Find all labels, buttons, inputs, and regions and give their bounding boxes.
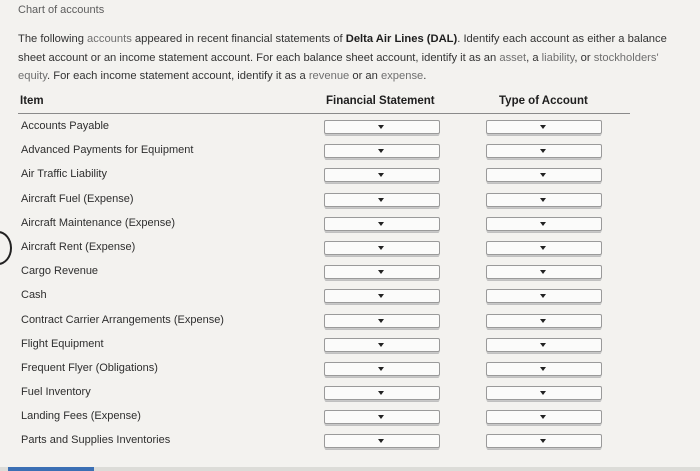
type-of-account-dropdown[interactable] (486, 338, 602, 352)
table-row (0, 162, 700, 186)
financial-statement-dropdown[interactable] (324, 168, 440, 182)
account-name: Accounts Payable (21, 120, 110, 132)
table-row (0, 138, 700, 162)
type-of-account-dropdown[interactable] (486, 265, 602, 279)
bottom-tab-indicator (8, 467, 94, 471)
caret-down-icon (378, 391, 384, 395)
column-header-type-of-account: Type of Account (499, 95, 588, 107)
caret-down-icon (378, 246, 384, 250)
caret-down-icon (540, 246, 546, 250)
table-row (0, 283, 700, 307)
financial-statement-dropdown[interactable] (324, 120, 440, 134)
caret-down-icon (378, 343, 384, 347)
financial-statement-dropdown[interactable] (324, 217, 440, 231)
caret-down-icon (540, 173, 546, 177)
type-of-account-dropdown[interactable] (486, 144, 602, 158)
caret-down-icon (540, 222, 546, 226)
table-row (0, 187, 700, 211)
financial-statement-dropdown[interactable] (324, 144, 440, 158)
account-name: Landing Fees (Expense) (21, 410, 141, 423)
caret-down-icon (540, 125, 546, 129)
caret-down-icon (378, 198, 384, 202)
type-of-account-dropdown[interactable] (486, 314, 602, 328)
caret-down-icon (378, 367, 384, 371)
caret-down-icon (540, 198, 546, 202)
instructions: The following accounts appeared in recent financial statements of Delta Air Lines (DAL). Identify each account as either a balance sheet account or an income statement account. For each balance sheet account, identify it as an asset, a liability, or stockholders' equity. For each income statement account, identify it as a revenue or an expense. (18, 33, 667, 82)
caret-down-icon (378, 173, 384, 177)
table-row (0, 380, 700, 404)
caret-down-icon (540, 294, 546, 298)
type-of-account-dropdown[interactable] (486, 410, 602, 424)
financial-statement-dropdown[interactable] (324, 362, 440, 376)
account-name: Frequent Flyer (Obligations) (21, 361, 158, 374)
financial-statement-dropdown[interactable] (324, 338, 440, 352)
caret-down-icon (378, 319, 384, 323)
table-row (0, 356, 700, 380)
table-row (0, 211, 700, 235)
financial-statement-dropdown[interactable] (324, 434, 440, 448)
financial-statement-dropdown[interactable] (324, 265, 440, 279)
table-row (0, 404, 700, 428)
caret-down-icon (540, 270, 546, 274)
account-name: Aircraft Rent (Expense) (21, 240, 136, 253)
account-name: Cargo Revenue (21, 265, 99, 278)
caret-down-icon (540, 415, 546, 419)
financial-statement-dropdown[interactable] (324, 193, 440, 207)
caret-down-icon (540, 391, 546, 395)
caret-down-icon (540, 367, 546, 371)
type-of-account-dropdown[interactable] (486, 193, 602, 207)
type-of-account-dropdown[interactable] (486, 241, 602, 255)
account-name: Aircraft Maintenance (Expense) (21, 216, 176, 229)
bottom-bar (0, 467, 700, 471)
account-name: Contract Carrier Arrangements (Expense) (21, 313, 224, 326)
table-row (0, 114, 700, 138)
caret-down-icon (378, 125, 384, 129)
company-name: Delta Air Lines (DAL) (345, 33, 458, 45)
table-row (0, 308, 700, 332)
type-of-account-dropdown[interactable] (486, 362, 602, 376)
type-of-account-dropdown[interactable] (486, 168, 602, 182)
section-title: Chart of accounts (18, 4, 105, 16)
type-of-account-dropdown[interactable] (486, 434, 602, 448)
table-row (0, 259, 700, 283)
column-header-financial-statement: Financial Statement (326, 95, 435, 107)
type-of-account-dropdown[interactable] (486, 386, 602, 400)
caret-down-icon (540, 439, 546, 443)
account-name: Parts and Supplies Inventories (21, 434, 171, 447)
financial-statement-dropdown[interactable] (324, 289, 440, 303)
account-name: Advanced Payments for Equipment (21, 144, 194, 157)
accounts-table (0, 114, 700, 453)
type-of-account-dropdown[interactable] (486, 217, 602, 231)
caret-down-icon (378, 294, 384, 298)
account-name: Fuel Inventory (21, 386, 91, 399)
account-name: Flight Equipment (21, 337, 104, 350)
account-name: Aircraft Fuel (Expense) (21, 192, 134, 205)
caret-down-icon (540, 343, 546, 347)
financial-statement-dropdown[interactable] (324, 314, 440, 328)
type-of-account-dropdown[interactable] (486, 289, 602, 303)
table-row (0, 428, 700, 452)
type-of-account-dropdown[interactable] (486, 120, 602, 134)
table-row (0, 332, 700, 356)
caret-down-icon (540, 149, 546, 153)
table-row (0, 235, 700, 259)
caret-down-icon (378, 415, 384, 419)
caret-down-icon (378, 439, 384, 443)
accounts-term: accounts (87, 33, 132, 45)
account-name: Air Traffic Liability (21, 168, 107, 181)
column-header-item: Item (20, 95, 44, 107)
financial-statement-dropdown[interactable] (324, 241, 440, 255)
account-name: Cash (21, 289, 47, 302)
financial-statement-dropdown[interactable] (324, 410, 440, 424)
financial-statement-dropdown[interactable] (324, 386, 440, 400)
caret-down-icon (540, 319, 546, 323)
caret-down-icon (378, 222, 384, 226)
caret-down-icon (378, 270, 384, 274)
caret-down-icon (378, 149, 384, 153)
